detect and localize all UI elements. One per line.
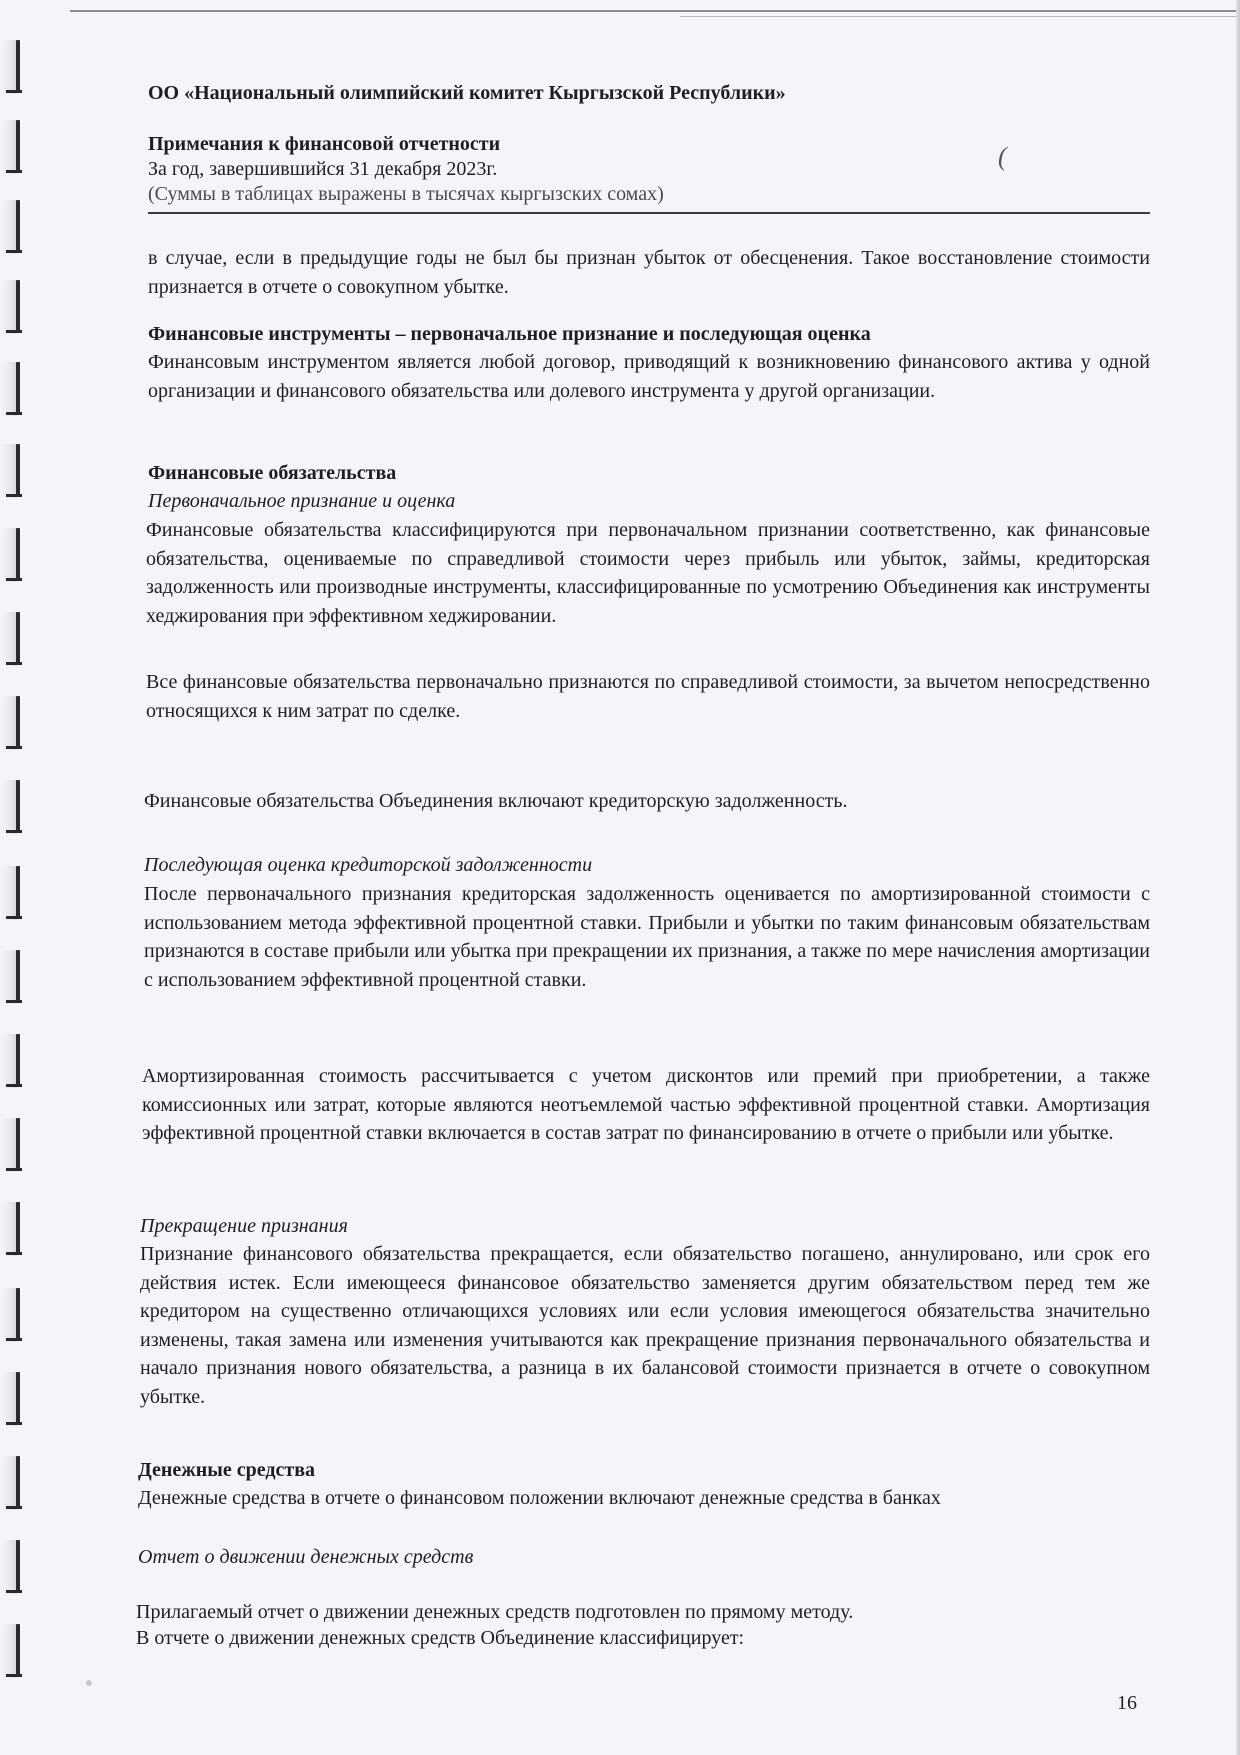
binding-ring bbox=[0, 866, 26, 920]
binding-ring bbox=[0, 1456, 26, 1510]
paragraph-cash-flow-2: В отчете о движении денежных средств Объединение классифицирует: bbox=[136, 1627, 745, 1649]
binding-ring bbox=[0, 1540, 26, 1594]
scan-top-edge bbox=[70, 10, 1240, 12]
paragraph-financial-instruments: Финансовым инструментом является любой договор, приводящий к возникновению финансового актива у одной организации и финансового обязательства или долевого инструмента у другой организации. bbox=[148, 351, 1150, 402]
reporting-period: За год, завершившийся 31 декабря 2023г. bbox=[148, 158, 498, 180]
paragraph-continuation: в случае, если в предыдущие годы не был бы признан убыток от обесценения. Такое восстановление стоимости признается в отчете о совокупном убытке. bbox=[148, 247, 1150, 298]
subheading-derecognition: Прекращение признания bbox=[140, 1215, 348, 1237]
binding-ring bbox=[0, 696, 26, 750]
margin-pen-mark: ( bbox=[998, 142, 1007, 171]
binding-ring bbox=[0, 444, 26, 498]
subheading-initial-recognition: Первоначальное признание и оценка bbox=[148, 490, 456, 512]
paragraph-initial-recognition-3: Финансовые обязательства Объединения включают кредиторскую задолженность. bbox=[144, 790, 848, 812]
binding-ring bbox=[0, 780, 26, 834]
scan-top-edge-shadow bbox=[680, 16, 1240, 17]
paragraph-cash: Денежные средства в отчете о финансовом положении включают денежные средства в банках bbox=[138, 1487, 941, 1509]
subheading-subsequent-measurement: Последующая оценка кредиторской задолженности bbox=[144, 854, 593, 876]
binding-ring bbox=[0, 950, 26, 1004]
paragraph-initial-recognition-1: Финансовые обязательства классифицируются при первоначальном признании соответственно, как финансовые обязательства, оцениваемые по справедливой стоимости через прибыль или убыток, займы, кредиторская задолженность или производные инструменты, классифицированные по усмотрению Объединения как инструменты хеджирования при эффективном хеджировании. bbox=[146, 519, 1150, 627]
heading-cash: Денежные средства bbox=[138, 1459, 316, 1481]
units-note: (Суммы в таблицах выражены в тысячах кыргызских сомах) bbox=[148, 183, 664, 205]
page-number: 16 bbox=[1117, 1692, 1137, 1714]
document-title: Примечания к финансовой отчетности bbox=[148, 133, 501, 155]
scan-speck bbox=[86, 1680, 92, 1686]
binding-ring bbox=[0, 362, 26, 416]
heading-financial-liabilities: Финансовые обязательства bbox=[148, 462, 397, 484]
binding-ring bbox=[0, 1118, 26, 1172]
binding-ring bbox=[0, 200, 26, 254]
subheading-cash-flow-statement: Отчет о движении денежных средств bbox=[138, 1546, 474, 1568]
binding-ring bbox=[0, 1202, 26, 1256]
binding-ring bbox=[0, 40, 26, 94]
paragraph-initial-recognition-2: Все финансовые обязательства первоначально признаются по справедливой стоимости, за вычетом непосредственно относящихся к ним затрат по сделке. bbox=[146, 671, 1150, 722]
organization-title: ОО «Национальный олимпийский комитет Кыргызской Республики» bbox=[148, 82, 786, 104]
paragraph-derecognition: Признание финансового обязательства прекращается, если обязательство погашено, аннулировано, или срок его действия истек. Если имеющееся финансовое обязательство заменяется другим обязательством перед тем же кредитором на существенно отличающихся условиях или если условия имеющегося обязательства значительно изменены, такая замена или изменения учитываются как прекращение признания первоначального обязательства и начало признания нового обязательства, а разница в их балансовой стоимости признается в отчете о совокупном убытке. bbox=[140, 1243, 1150, 1408]
binding-ring bbox=[0, 528, 26, 582]
scan-right-edge bbox=[1236, 0, 1240, 1755]
header-divider bbox=[148, 212, 1150, 214]
heading-financial-instruments: Финансовые инструменты – первоначальное признание и последующая оценка bbox=[148, 323, 871, 345]
binding-ring bbox=[0, 1372, 26, 1426]
paragraph-subsequent-measurement-2: Амортизированная стоимость рассчитывается с учетом дисконтов или премий при приобретении, а также комиссионных или затрат, которые являются неотъемлемой частью эффективной процентной ставки. Амортизация эффективной процентной ставки включается в состав затрат по финансированию в отчете о прибыли или убытке. bbox=[142, 1065, 1150, 1144]
paragraph-subsequent-measurement-1: После первоначального признания кредиторская задолженность оценивается по амортизированной стоимости с использованием метода эффективной процентной ставки. Прибыли и убытки по таким финансовым обязательствам признаются в составе прибыли или убытка при прекращении их признания, а также по мере начисления амортизации с использованием эффективной процентной ставки. bbox=[144, 883, 1150, 991]
binding-ring bbox=[0, 1624, 26, 1678]
binding-ring bbox=[0, 612, 26, 666]
paragraph-cash-flow-1: Прилагаемый отчет о движении денежных средств подготовлен по прямому методу. bbox=[136, 1601, 854, 1623]
spiral-binding bbox=[0, 20, 40, 1755]
binding-ring bbox=[0, 120, 26, 174]
binding-ring bbox=[0, 1034, 26, 1088]
binding-ring bbox=[0, 280, 26, 334]
binding-ring bbox=[0, 1288, 26, 1342]
